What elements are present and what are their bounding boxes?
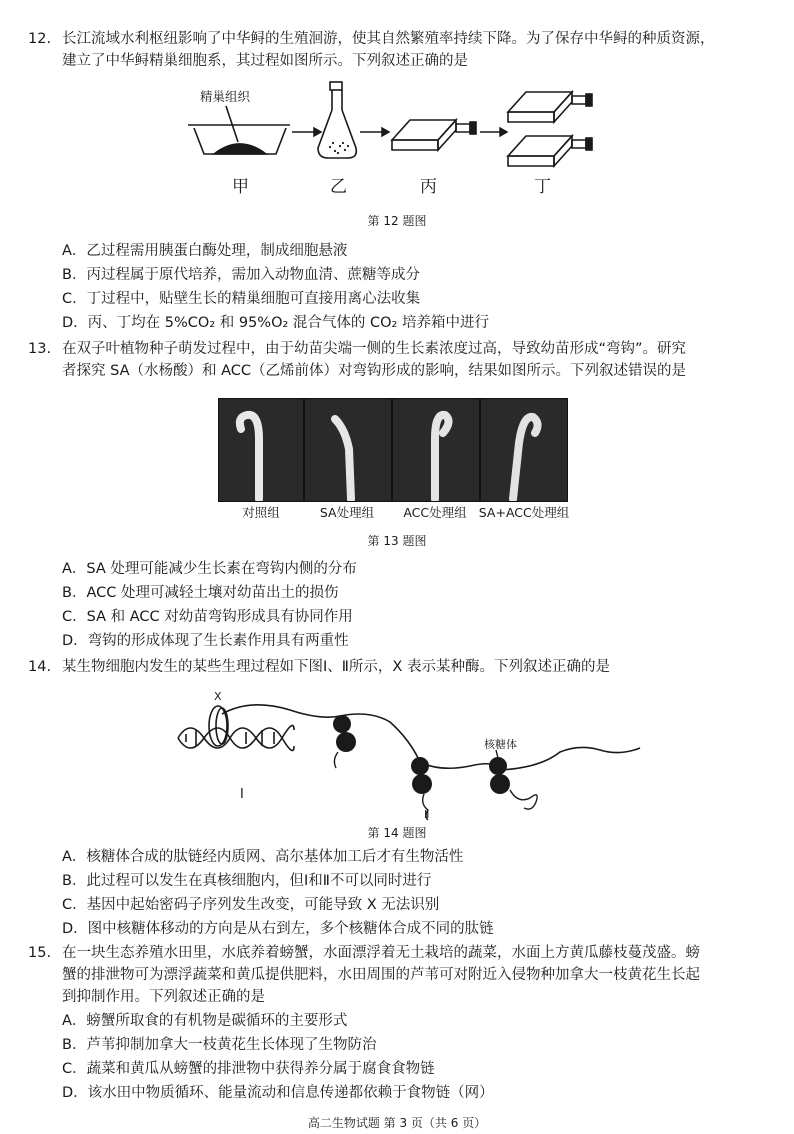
- q15-stem-line2: 蟹的排泄物可为漂浮蔬菜和黄瓜提供肥料，水田周围的芦苇可对附近入侵物种加拿大一枝黄花生长起: [62, 967, 700, 983]
- arrow-icon: [292, 128, 321, 136]
- culture-flask-icon: [508, 136, 592, 166]
- q13-option-d: D．弯钩的形成体现了生长素作用具有两重性: [62, 633, 349, 649]
- flask-icon: [318, 82, 356, 158]
- q14-option-b: B．此过程可以发生在真核细胞内，但Ⅰ和Ⅱ不可以同时进行: [62, 873, 432, 889]
- mrna-strand: [222, 705, 640, 770]
- peptide-chain: [510, 790, 537, 809]
- seedling-photo-sa: [304, 398, 392, 502]
- q12-option-d: D．丙、丁均在 5%CO₂ 和 95%O₂ 混合气体的 CO₂ 培养箱中进行: [62, 315, 489, 331]
- enzyme-x-label: X: [214, 690, 222, 703]
- stage-label-jia: 甲: [232, 177, 249, 197]
- ribosome: [411, 757, 429, 775]
- culture-flask-icon: [508, 92, 592, 122]
- stage-label-ding: 丁: [534, 177, 551, 197]
- q13-number: 13.: [28, 341, 52, 357]
- q15-stem-line3: 到抑制作用。下列叙述正确的是: [62, 989, 265, 1005]
- stage-label-yi: 乙: [330, 177, 347, 197]
- q15-option-d: D．该水田中物质循环、能量流动和信息传递都依赖于食物链（网）: [62, 1085, 494, 1101]
- ribosome: [489, 757, 507, 775]
- q13-stem-line2: 者探究 SA（水杨酸）和 ACC（乙烯前体）对弯钩形成的影响，结果如图所示。下列叙述错误的是: [62, 363, 687, 379]
- q13-stem-text1: 在双子叶植物种子萌发过程中，由于幼苗尖端一侧的生长素浓度过高，导致幼苗形成“弯钩”。研究: [62, 341, 687, 357]
- seedling-photo-sa-acc: [480, 398, 568, 502]
- arrow-icon: [480, 128, 507, 136]
- q14-option-c: C．基因中起始密码子序列发生改变，可能导致 X 无法识别: [62, 897, 440, 913]
- q15-option-c: C．蔬菜和黄瓜从螃蟹的排泄物中获得养分属于腐食食物链: [62, 1061, 435, 1077]
- ribosome: [333, 715, 351, 733]
- q12-option-a: A．乙过程需用胰蛋白酶处理，制成细胞悬液: [62, 243, 348, 259]
- label-process-ii: Ⅱ: [424, 808, 430, 821]
- petri-dish-icon: [188, 106, 290, 154]
- transcription-translation-diagram: [0, 680, 794, 820]
- q14-number: 14.: [28, 659, 52, 675]
- q13-option-c: C．SA 和 ACC 对幼苗弯钩形成具有协同作用: [62, 609, 353, 625]
- ribosome-label: 核糖体: [484, 738, 517, 751]
- q13-option-a: A．SA 处理可能减少生长素在弯钩内侧的分布: [62, 561, 357, 577]
- tissue-label: 精巢组织: [200, 89, 251, 104]
- seedling-photo-control: [218, 398, 304, 502]
- q14-stem-text1: 某生物细胞内发生的某些生理过程如下图Ⅰ、Ⅱ所示，X 表示某种酶。下列叙述正确的是: [62, 659, 610, 675]
- q12-figure-caption: 第 12 题图: [367, 214, 427, 228]
- panel-label-control: 对照组: [242, 505, 280, 520]
- q14-stem-line1: [28, 656, 610, 678]
- q13-figure-caption: 第 13 题图: [367, 534, 427, 548]
- label-process-i: Ⅰ: [240, 787, 244, 802]
- q13-stem-line1: [28, 338, 686, 360]
- ribosome: [490, 774, 510, 794]
- arrow-icon: [360, 128, 389, 136]
- q12-option-c: C．丁过程中，贴壁生长的精巢细胞可直接用离心法收集: [62, 291, 421, 307]
- q14-option-a: A．核糖体合成的肽链经内质网、高尔基体加工后才有生物活性: [62, 849, 464, 865]
- q12-figure: [0, 0, 794, 200]
- ribosome: [336, 732, 356, 752]
- q15-stem-line1: [28, 942, 700, 964]
- culture-flask-icon: [392, 120, 476, 150]
- panel-label-sa: SA处理组: [319, 505, 375, 520]
- seedling-photo-acc: [392, 398, 480, 502]
- q12-number: 12.: [28, 31, 52, 47]
- q12-stem-line2: 建立了中华鲟精巢细胞系，其过程如图所示。下列叙述正确的是: [62, 53, 468, 69]
- q13-option-b: B．ACC 处理可减轻土壤对幼苗出土的损伤: [62, 585, 339, 601]
- stage-label-bing: 丙: [420, 177, 437, 197]
- q15-option-a: A．螃蟹所取食的有机物是碳循环的主要形式: [62, 1013, 348, 1029]
- peptide-chain: [334, 752, 338, 768]
- ribosome: [412, 774, 432, 794]
- q14-figure-caption: 第 14 题图: [367, 826, 427, 840]
- q14-option-d: D．图中核糖体移动的方向是从右到左，多个核糖体合成不同的肽链: [62, 921, 494, 937]
- page-footer: 高二生物试题 第 3 页（共 6 页）: [307, 1116, 487, 1130]
- q12-stem-text1: 长江流域水利枢纽影响了中华鲟的生殖洄游，使其自然繁殖率持续下降。为了保存中华鲟的种质资源，: [62, 31, 715, 47]
- q12-option-b: B．丙过程属于原代培养，需加入动物血清、蔗糖等成分: [62, 267, 420, 283]
- q15-stem-text1: 在一块生态养殖水田里，水底养着螃蟹，水面漂浮着无土栽培的蔬菜，水面上方黄瓜藤枝蔓茂盛。螃: [62, 945, 700, 961]
- panel-label-sa-acc: SA+ACC处理组: [478, 505, 570, 520]
- q15-number: 15.: [28, 945, 52, 961]
- q15-option-b: B．芦苇抑制加拿大一枝黄花生长体现了生物防治: [62, 1037, 377, 1053]
- panel-label-acc: ACC处理组: [403, 505, 467, 520]
